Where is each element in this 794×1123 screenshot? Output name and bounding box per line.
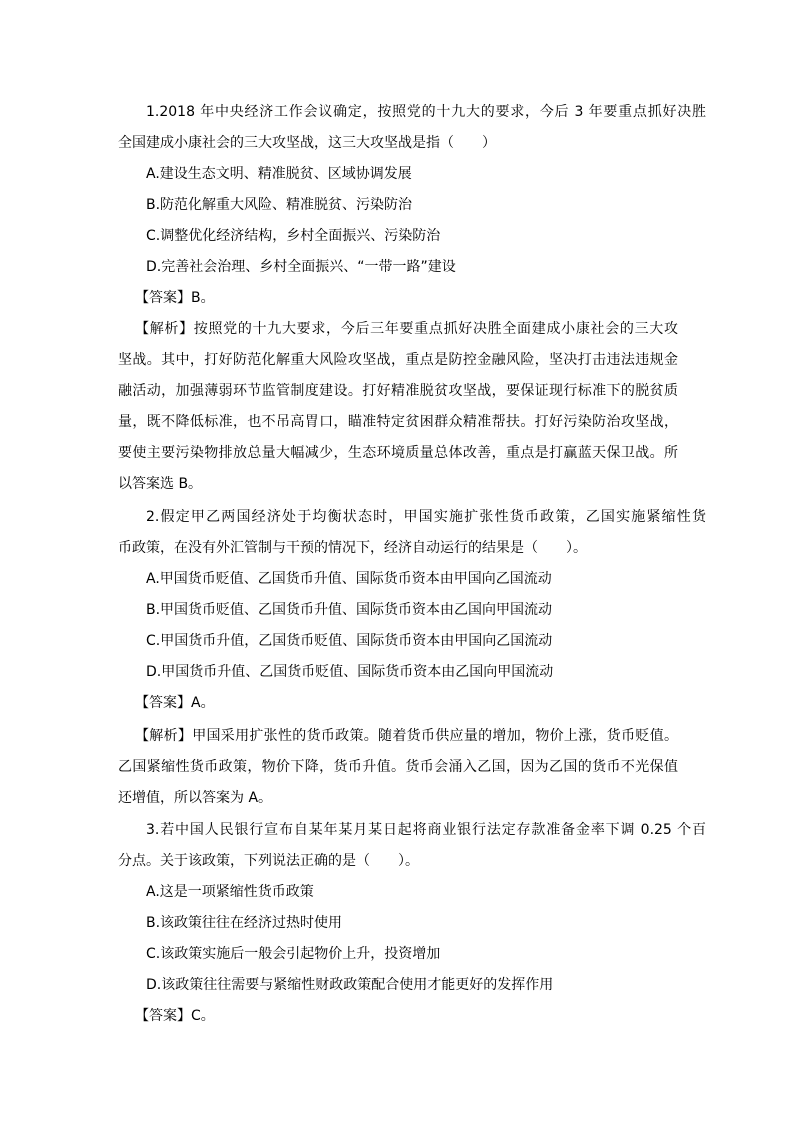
q3-option-a: A.这是一项紧缩性货币政策 bbox=[146, 884, 314, 900]
q1-analysis-line-2: 坚战。其中，打好防范化解重大风险攻坚战，重点是防控金融风险，坚决打击违法违规金 bbox=[118, 352, 678, 368]
q1-answer: 【答案】B。 bbox=[135, 290, 215, 306]
q1-analysis-line-1: 【解析】按照党的十九大要求，今后三年要重点抓好决胜全面建成小康社会的三大攻 bbox=[135, 321, 678, 337]
q3-option-d: D.该政策往往需要与紧缩性财政政策配合使用才能更好的发挥作用 bbox=[146, 977, 554, 993]
q3-stem-line-1: 3.若中国人民银行宣布自某年某月某日起将商业银行法定存款准备金率下调 0.25 个百 bbox=[146, 822, 706, 838]
q1-stem-line-1: 1.2018 年中央经济工作会议确定，按照党的十九大的要求，今后 3 年要重点抓好决胜 bbox=[146, 104, 706, 120]
q2-option-c: C.甲国货币升值，乙国货币贬值、国际货币资本由甲国向乙国流动 bbox=[146, 633, 553, 649]
q1-analysis-line-4: 量，既不降低标准，也不吊高胃口，瞄准特定贫困群众精准帮扶。打好污染防治攻坚战， bbox=[118, 414, 678, 430]
q1-option-a: A.建设生态文明、精准脱贫、区域协调发展 bbox=[146, 166, 412, 182]
q2-option-b: B.甲国货币贬值、乙国货币升值、国际货币资本由乙国向甲国流动 bbox=[146, 602, 553, 618]
q1-analysis-line-6: 以答案选 B。 bbox=[118, 476, 203, 492]
q2-option-d: D.甲国货币升值、乙国货币贬值、国际货币资本由乙国向甲国流动 bbox=[146, 664, 554, 680]
q1-option-d: D.完善社会治理、乡村全面振兴、“一带一路”建设 bbox=[146, 259, 456, 275]
q2-analysis-line-2: 乙国紧缩性货币政策，物价下降，货币升值。货币会涌入乙国，因为乙国的货币不光保值 bbox=[118, 759, 678, 775]
q1-analysis-line-3: 融活动，加强薄弱环节监管制度建设。打好精准脱贫攻坚战，要保证现行标准下的脱贫质 bbox=[118, 383, 678, 399]
q2-option-a: A.甲国货币贬值、乙国货币升值、国际货币资本由甲国向乙国流动 bbox=[146, 571, 552, 587]
q2-analysis-line-3: 还增值，所以答案为 A。 bbox=[118, 790, 273, 806]
q2-stem-line-2: 币政策，在没有外汇管制与干预的情况下，经济自动运行的结果是（ ）。 bbox=[118, 540, 587, 556]
q2-stem-line-1: 2.假定甲乙两国经济处于均衡状态时，甲国实施扩张性货币政策，乙国实施紧缩性货 bbox=[146, 509, 706, 525]
q1-analysis-line-5: 要使主要污染物排放总量大幅减少，生态环境质量总体改善，重点是打赢蓝天保卫战。所 bbox=[118, 445, 678, 461]
q2-analysis-line-1: 【解析】甲国采用扩张性的货币政策。随着货币供应量的增加，物价上涨，货币贬值。 bbox=[135, 728, 678, 744]
q3-stem-line-2: 分点。关于该政策，下列说法正确的是（ ）。 bbox=[118, 853, 419, 869]
q1-option-b: B.防范化解重大风险、精准脱贫、污染防治 bbox=[146, 197, 413, 213]
q2-answer: 【答案】A。 bbox=[135, 695, 215, 711]
q3-option-c: C.该政策实施后一般会引起物价上升，投资增加 bbox=[146, 946, 441, 962]
q3-option-b: B.该政策往往在经济过热时使用 bbox=[146, 915, 343, 931]
q3-answer: 【答案】C。 bbox=[135, 1008, 215, 1024]
q1-option-c: C.调整优化经济结构，乡村全面振兴、污染防治 bbox=[146, 228, 441, 244]
q1-stem-line-2: 全国建成小康社会的三大攻坚战，这三大攻坚战是指（ ） bbox=[118, 135, 496, 151]
